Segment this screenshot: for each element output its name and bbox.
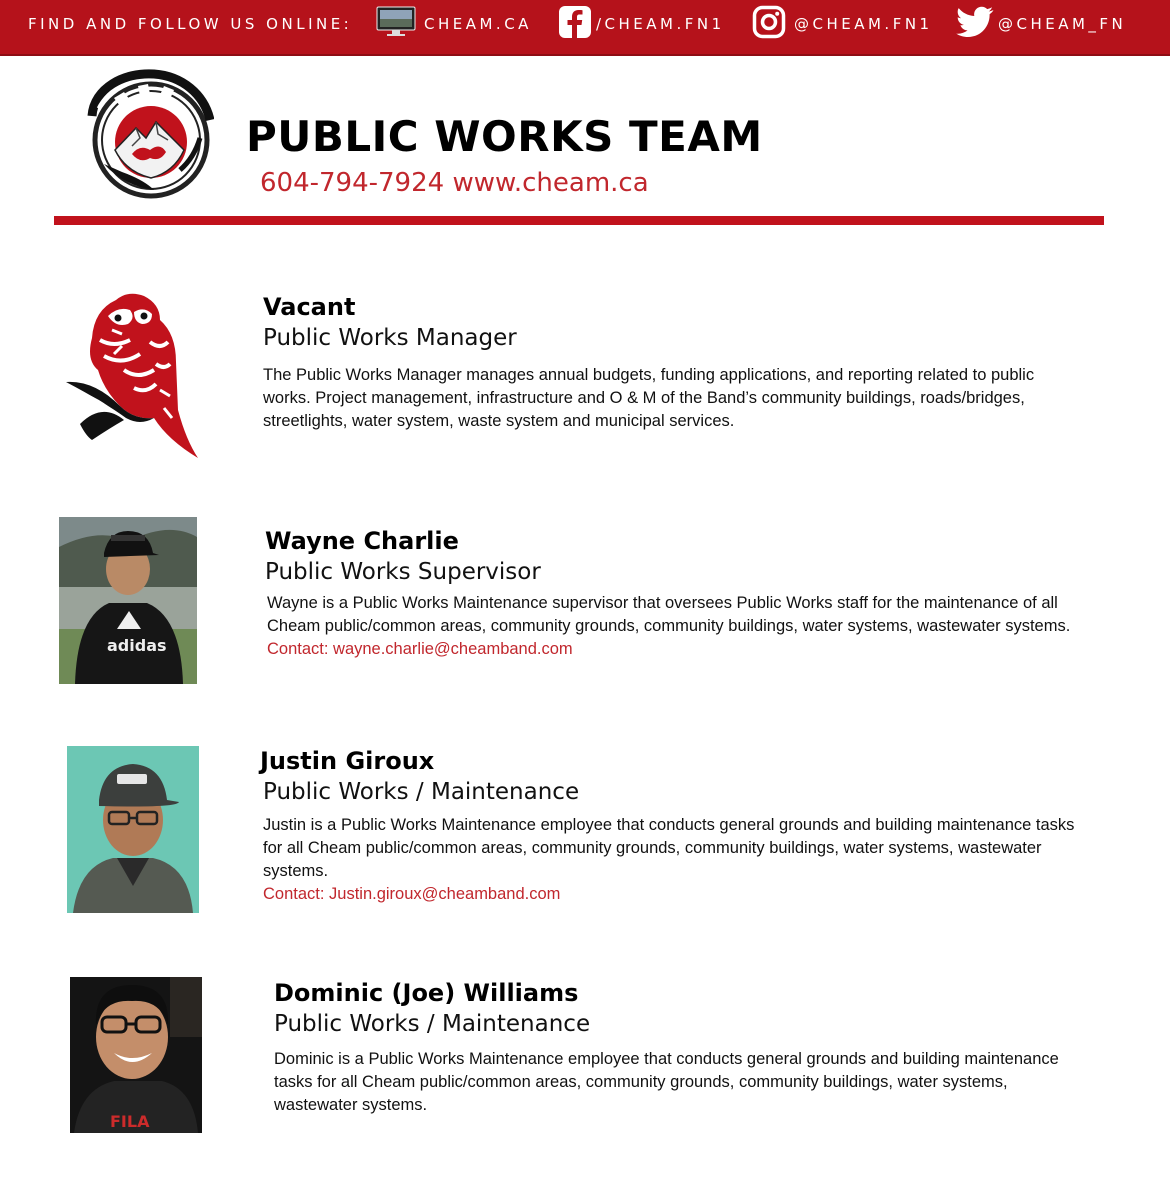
social-intro: FIND AND FOLLOW US ONLINE: (28, 15, 353, 33)
member-description: Wayne is a Public Works Maintenance supervisor that oversees Public Works staff for the maintenance of all Cheam public/common areas, community grounds, community buildings, water systems, wastewater systems. (267, 594, 1071, 635)
member-description: Justin is a Public Works Maintenance employee that conducts general grounds and building maintenance tasks for all Cheam public/common areas, community grounds, community buildings, water systems, wastewater systems. (263, 816, 1075, 880)
member-role: Public Works / Maintenance (263, 779, 580, 805)
svg-text:adidas: adidas (107, 636, 167, 655)
member-name: Dominic (Joe) Williams (274, 979, 579, 1007)
header-divider (54, 216, 1104, 225)
team-member-maintenance-2 (274, 978, 1094, 1117)
facebook-icon (558, 5, 592, 43)
team-member-supervisor (265, 526, 1085, 661)
member-photo (67, 746, 199, 913)
member-role: Public Works / Maintenance (274, 1011, 591, 1037)
monitor-icon (376, 6, 416, 42)
manager-emblem (64, 290, 202, 462)
member-name: Justin Giroux (260, 747, 435, 775)
member-contact-link[interactable]: Contact: Justin.giroux@cheamband.com (263, 885, 561, 903)
member-photo (70, 977, 202, 1133)
topbar-underline (0, 54, 1170, 56)
header-contact: 604-794-7924 www.cheam.ca (260, 168, 649, 198)
cheam-logo (84, 68, 214, 204)
member-description: Dominic is a Public Works Maintenance employee that conducts general grounds and building maintenance tasks for all Cheam public/common areas, community grounds, community buildings, water systems, wastewater systems. (274, 1050, 1059, 1114)
instagram-icon (752, 5, 786, 43)
team-member-maintenance-1 (260, 746, 1080, 906)
instagram-link[interactable]: @CHEAM.FN1 (752, 0, 933, 48)
twitter-icon (956, 6, 994, 42)
facebook-link[interactable]: /CHEAM.FN1 (558, 0, 725, 48)
member-contact-link[interactable]: Contact: wayne.charlie@cheamband.com (267, 640, 573, 658)
member-name: Vacant (263, 293, 356, 321)
team-member-manager (263, 292, 1083, 433)
member-description: The Public Works Manager manages annual budgets, funding applications, and reporting related to public works. Project management, infrastructure and O & M of the Band’s community buildings, roads/bridges, streetlights, water system, waste system and municipal services. (263, 366, 1035, 430)
member-name: Wayne Charlie (265, 527, 459, 555)
member-role: Public Works Supervisor (265, 559, 541, 585)
social-bar (0, 0, 1170, 56)
website-link[interactable]: CHEAM.CA (376, 0, 532, 48)
svg-text:FILA: FILA (110, 1112, 150, 1131)
member-role: Public Works Manager (263, 325, 517, 351)
twitter-link[interactable]: @CHEAM_FN (956, 0, 1126, 48)
page-title: PUBLIC WORKS TEAM (246, 112, 763, 161)
member-photo (59, 517, 197, 684)
